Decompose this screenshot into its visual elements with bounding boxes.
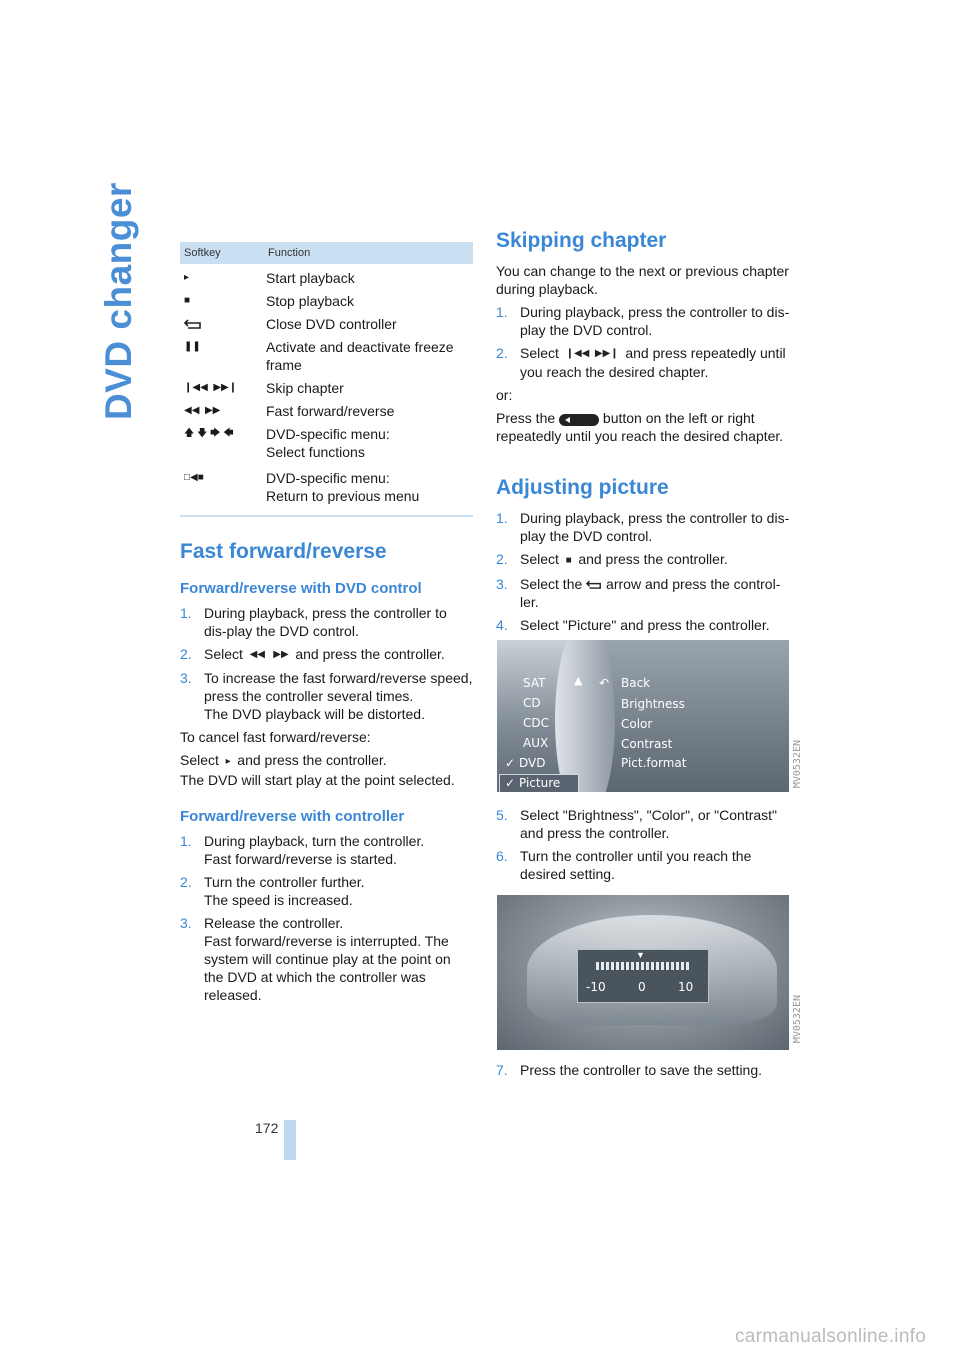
step-text: During playback, press the controller to dis-play the DVD control. (520, 510, 790, 545)
stop-icon: ■ (184, 295, 191, 306)
step-number: 4. (496, 616, 508, 633)
header-function: Function (268, 247, 311, 259)
step-number: 6. (496, 848, 508, 864)
table-header (180, 242, 473, 264)
list-item (496, 550, 791, 569)
play-icon: ▸ (184, 272, 190, 283)
table-row (180, 338, 473, 374)
direction-arrows-icons: 🡅 🡇 🡆 🡄 (184, 428, 234, 439)
step-number: 1. (180, 605, 192, 621)
header-softkey: Softkey (184, 247, 221, 259)
step-text: During playback, press the controller to dis-play the DVD control. (204, 605, 447, 639)
right-column-continued (496, 806, 791, 883)
list-item (496, 575, 791, 611)
list-item (180, 669, 473, 723)
cancel-label: To cancel fast forward/reverse: (180, 729, 371, 746)
step-number: 2. (180, 646, 192, 662)
right-column-final (496, 1061, 791, 1079)
menu-item-brightness: Brightness (621, 697, 685, 711)
step-text-post: and press the controller. (578, 551, 728, 568)
list-item (180, 604, 473, 640)
function-text: DVD-specific menu: Return to previous menu (266, 470, 420, 504)
step-text: To increase the fast forward/reverse speed, press the controller several times. The DVD playback will be distorted. (204, 670, 473, 723)
back-arrow-icon (180, 315, 266, 333)
menu-item-pict-format: Pict.format (621, 756, 687, 770)
step-text: During playback, press the controller to dis-play the DVD control. (520, 304, 790, 338)
back-arrow-icon (586, 579, 602, 590)
menu-item-sat: SAT (523, 676, 546, 690)
list-item (180, 914, 473, 1004)
menu-item-contrast: Contrast (621, 737, 673, 751)
subheading-dvd-control: Forward/reverse with DVD control (180, 580, 422, 597)
list-item (496, 616, 791, 634)
function-text: Close DVD controller (266, 316, 397, 332)
table-row (180, 269, 473, 287)
check-icon: ✓ (505, 776, 516, 790)
step-text: Release the controller. Fast forward/reverse is interrupted. The system will continue play at the point on the DVD at which the controller was released. (204, 914, 451, 1003)
subheading-controller: Forward/reverse with controller (180, 807, 405, 825)
step-number: 3. (180, 914, 192, 931)
image-code: MV0532EN (792, 740, 803, 789)
step-number: 3. (496, 575, 508, 592)
heading-adjusting-picture: Adjusting picture (496, 476, 669, 500)
cancel-pre: Select (180, 752, 219, 769)
cursor-arrow-icon: ▲ (574, 674, 583, 687)
skip-icons: ❙◀◀ ▶▶❙ (184, 382, 238, 393)
list-item (180, 832, 473, 868)
press-post: button on the left or right repeatedly until you reach the desired chapter. (496, 410, 784, 445)
step-text-post: and press the controller. (295, 646, 445, 662)
list-item (180, 645, 473, 664)
fast-forward-reverse-icons: ◀◀ ▶▶ (184, 405, 221, 416)
cancel-line2: The DVD will start play at the point selected. (180, 771, 455, 788)
brightness-slider-screenshot (497, 895, 789, 1050)
menu-item-aux: AUX (523, 736, 549, 750)
step-text: Turn the controller until you reach the desired setting. (520, 848, 752, 882)
step-text: During playback, turn the controller. Fast forward/reverse is started. (204, 832, 425, 867)
slider-scale (596, 962, 690, 970)
step-text (520, 575, 791, 611)
table-row (180, 469, 473, 505)
menu-item-dvd: DVD (519, 756, 546, 770)
step-text-post: arrow and press the control-ler. (520, 575, 781, 610)
press-instruction (496, 409, 791, 445)
step-number: 2. (496, 345, 508, 361)
table-row (180, 292, 473, 310)
step-text-pre: Select the (520, 575, 583, 592)
back-arrow-icon: ↶ (599, 676, 610, 690)
list-item (496, 806, 791, 842)
step-text: Turn the controller further. The speed is increased. (204, 873, 365, 908)
step-text (520, 344, 791, 381)
slider-min-label: -10 (586, 980, 606, 994)
step-number: 5. (496, 807, 508, 823)
list-item (496, 847, 791, 883)
slider-mid-label: 0 (638, 980, 646, 994)
step-number: 1. (180, 832, 192, 849)
skip-intro: You can change to the next or previous chapter during playback. (496, 263, 789, 297)
page-marker-bar (284, 1120, 296, 1160)
table-divider (180, 515, 473, 517)
skip-chapter-icon: ❙◀◀ ▶▶❙ (562, 348, 622, 360)
picture-menu-screenshot (497, 640, 789, 792)
function-text: Skip chapter (266, 380, 344, 396)
image-code: MV0532EN (792, 995, 803, 1044)
play-icon: ▸ (222, 755, 234, 767)
menu-item-cdc: CDC (523, 716, 549, 730)
step-number: 7. (496, 1062, 508, 1078)
fast-forward-reverse-icon: ◀◀ ▶▶ (246, 649, 292, 661)
menu-item-cd: CD (523, 696, 541, 710)
step-text-pre: Select (520, 551, 559, 568)
check-icon: ✓ (505, 756, 516, 770)
function-text: Start playback (266, 270, 355, 286)
table-row (180, 379, 473, 397)
menu-item-back: Back (621, 676, 651, 690)
table-row (180, 425, 473, 461)
step-text-pre: Select (520, 345, 559, 361)
step-text: Select "Picture" and press the controller. (520, 616, 770, 633)
menu-item-picture: Picture (519, 776, 561, 790)
step-text-pre: Select (204, 646, 243, 662)
stop-icon: ■ (562, 554, 575, 566)
press-pre: Press the (496, 410, 556, 427)
list-item (496, 1061, 791, 1079)
watermark-site: carmanualsonline.info (735, 1326, 927, 1347)
cancel-instruction (180, 751, 473, 770)
step-number: 3. (180, 670, 192, 687)
list-item (496, 303, 791, 339)
rocker-button-icon (559, 414, 599, 426)
function-text: Activate and deactivate freeze frame (266, 339, 454, 373)
menu-item-color: Color (621, 717, 653, 731)
list-item (180, 873, 473, 909)
cancel-post: and press the controller. (237, 752, 387, 769)
table-row (180, 402, 473, 420)
list-item (496, 509, 791, 545)
step-text: Press the controller to save the setting. (520, 1062, 763, 1078)
step-text (204, 645, 473, 664)
menu-divider-curve (555, 640, 615, 792)
step-number: 1. (496, 304, 508, 320)
slider-panel (577, 949, 709, 1003)
page-number: 172 (255, 1120, 279, 1136)
pause-icon: ❚❚ (184, 341, 201, 352)
chapter-title: DVD changer (98, 182, 139, 420)
slider-max-label: 10 (678, 980, 694, 994)
function-text: DVD-specific menu: Select functions (266, 426, 390, 460)
step-number: 1. (496, 510, 508, 527)
or-label: or: (496, 387, 513, 404)
step-text: Select "Brightness", "Color", or "Contrast" and press the controller. (520, 807, 778, 841)
function-text: Fast forward/reverse (266, 403, 395, 419)
heading-fast-forward: Fast forward/reverse (180, 540, 387, 563)
function-text: Stop playback (266, 293, 354, 309)
step-text-post: and press repeatedly until you reach the desired chapter. (520, 345, 786, 381)
list-item (496, 344, 791, 381)
step-number: 2. (496, 551, 508, 568)
right-column (496, 228, 791, 634)
return-icon: □◀■ (184, 472, 204, 483)
slider-pointer-icon: ▼ (636, 950, 645, 960)
table-row (180, 315, 473, 333)
heading-skipping-chapter: Skipping chapter (496, 229, 667, 252)
step-number: 2. (180, 873, 192, 890)
left-column (180, 242, 473, 1004)
step-text (520, 550, 791, 569)
